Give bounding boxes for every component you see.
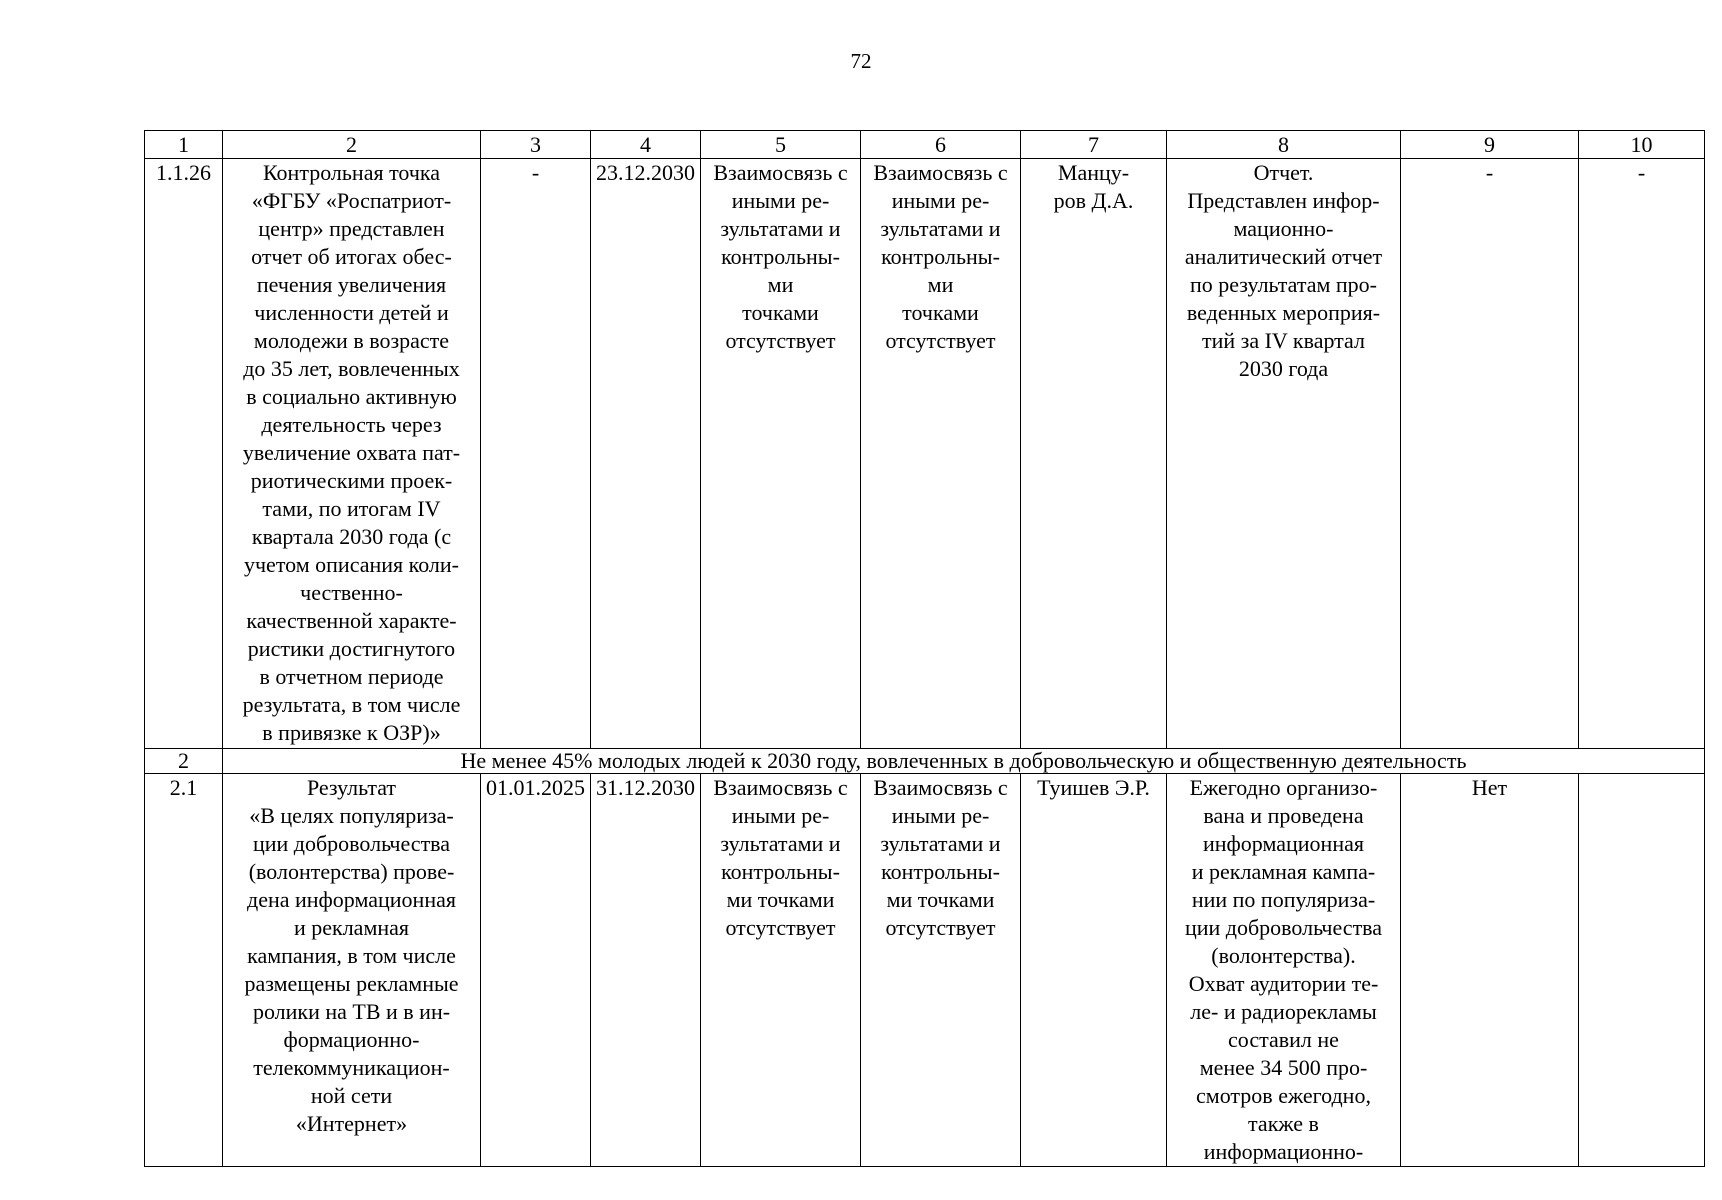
cell-line: отсутствует <box>725 915 836 940</box>
column-header: 5 <box>701 131 861 159</box>
responsible-cell <box>1021 774 1167 1167</box>
cell-line: кампания, в том числе <box>247 943 456 968</box>
cell-line: деятельность через <box>261 412 442 437</box>
cell-line: ции добровольчества <box>252 831 451 856</box>
cell-line: контрольны- <box>721 859 840 884</box>
cell-line: иными ре- <box>731 188 830 213</box>
cell-line: зультатами и <box>880 831 1001 856</box>
cell-line: увеличение охвата пат- <box>242 440 461 465</box>
cell-line: иными ре- <box>891 188 990 213</box>
cell-line: нии по популяриза- <box>1191 887 1376 912</box>
table-row <box>145 774 1705 1167</box>
cell-line: в отчетном периоде <box>259 664 444 689</box>
cell-line: вана и проведена <box>1203 803 1364 828</box>
cell-line: в привязке к ОЗР)» <box>262 720 441 745</box>
cell-line: учетом описания коли- <box>243 552 460 577</box>
column-header: 1 <box>145 131 223 159</box>
cell-line: информационно- <box>1203 1139 1364 1164</box>
cell-line: отсутствует <box>885 328 996 353</box>
cell-line: в социально активную <box>246 384 457 409</box>
cell-line: контрольны- <box>881 859 1000 884</box>
cell-line: Взаимосвязь с <box>713 160 848 185</box>
cell-line: точками <box>902 300 979 325</box>
cell-line: ролики на ТВ и в ин- <box>252 999 451 1024</box>
cell-line: результата, в том числе <box>242 692 461 717</box>
row-number: 1.1.26 <box>145 159 223 749</box>
cell-line: смотров ежегодно, <box>1196 1083 1371 1108</box>
relation-cell <box>861 159 1021 749</box>
cell-line: отсутствует <box>885 915 996 940</box>
cell-line: телекоммуникацион- <box>253 1055 450 1080</box>
cell-line: численности детей и <box>254 300 449 325</box>
cell-line: и рекламная кампа- <box>1191 859 1376 884</box>
col9-cell: - <box>1401 159 1579 749</box>
cell-line: иными ре- <box>891 803 990 828</box>
column-header: 10 <box>1579 131 1705 159</box>
col9-cell: Нет <box>1401 774 1579 1167</box>
cell-line: ров Д.А. <box>1053 188 1134 213</box>
cell-line: молодежи в возрасте <box>253 328 450 353</box>
cell-line: ции добровольчества <box>1184 915 1383 940</box>
outcome-cell <box>1167 159 1401 749</box>
cell-line: качественной характе- <box>246 608 457 633</box>
cell-line: зультатами и <box>720 216 841 241</box>
cell-line: также в <box>1248 1111 1319 1136</box>
start-date-cell: 01.01.2025 <box>481 774 591 1167</box>
cell-line: ле- и радиорекламы <box>1190 999 1377 1024</box>
cell-line: «ФГБУ «Роспатриот- <box>251 188 452 213</box>
column-header: 3 <box>481 131 591 159</box>
cell-line: Манцу- <box>1057 160 1130 185</box>
responsible-cell <box>1021 159 1167 749</box>
cell-line: Взаимосвязь с <box>713 775 848 800</box>
cell-line: ми <box>767 272 794 297</box>
column-header: 8 <box>1167 131 1401 159</box>
cell-line: Отчет. <box>1253 160 1314 185</box>
cell-line: печения увеличения <box>256 272 447 297</box>
start-date-cell: - <box>481 159 591 749</box>
page-number: 72 <box>850 49 872 73</box>
col10-cell <box>1579 774 1705 1167</box>
cell-line: отсутствует <box>725 328 836 353</box>
cell-line: (волонтерства) прове- <box>248 859 455 884</box>
cell-line: Взаимосвязь с <box>873 160 1008 185</box>
column-header: 9 <box>1401 131 1579 159</box>
header-row <box>145 131 1705 159</box>
cell-line: зультатами и <box>720 831 841 856</box>
outcome-cell <box>1167 774 1401 1167</box>
cell-line: иными ре- <box>731 803 830 828</box>
row-number: 2 <box>145 749 223 774</box>
cell-line: информационная <box>1203 831 1364 856</box>
cell-line: Взаимосвязь с <box>873 775 1008 800</box>
description-cell <box>223 774 481 1167</box>
cell-line: 2030 года <box>1238 356 1329 381</box>
cell-line: тий за IV квартал <box>1201 328 1365 353</box>
cell-line: Представлен инфор- <box>1187 188 1380 213</box>
cell-line: Результат <box>306 775 397 800</box>
cell-line: отчет об итогах обес- <box>251 244 452 269</box>
cell-line: Ежегодно организо- <box>1189 775 1378 800</box>
cell-line: формационно- <box>283 1027 420 1052</box>
description-cell <box>223 159 481 749</box>
cell-line: «В целях популяриза- <box>249 803 454 828</box>
cell-line: размещены рекламные <box>244 971 459 996</box>
cell-line: квартала 2030 года (с <box>251 524 452 549</box>
cell-line: ной сети <box>310 1083 393 1108</box>
cell-line: чественно- <box>300 580 403 605</box>
cell-line: риотическими проек- <box>250 468 453 493</box>
cell-line: ристики достигнутого <box>247 636 456 661</box>
cell-line: контрольны- <box>881 244 1000 269</box>
cell-line: аналитический отчет <box>1184 244 1383 269</box>
section-row <box>145 749 1705 774</box>
cell-line: «Интернет» <box>295 1111 408 1136</box>
cell-line: до 35 лет, вовлеченных <box>243 356 460 381</box>
col10-cell: - <box>1579 159 1705 749</box>
column-header: 4 <box>591 131 701 159</box>
cell-line: зультатами и <box>880 216 1001 241</box>
cell-line: составил не <box>1228 1027 1339 1052</box>
cell-line: Контрольная точка <box>262 160 441 185</box>
cell-line: точками <box>742 300 819 325</box>
cell-line: центр» представлен <box>258 216 445 241</box>
column-header: 7 <box>1021 131 1167 159</box>
cell-line: веденных мероприя- <box>1186 300 1381 325</box>
column-header: 6 <box>861 131 1021 159</box>
cell-line: дена информационная <box>247 887 456 912</box>
cell-line: Охват аудитории те- <box>1188 971 1379 996</box>
end-date-cell: 23.12.2030 <box>591 159 701 749</box>
cell-line: ми <box>927 272 954 297</box>
cell-line: тами, по итогам IV <box>262 496 441 521</box>
relation-cell <box>701 774 861 1167</box>
document-table <box>144 130 1705 1167</box>
column-header: 2 <box>223 131 481 159</box>
cell-line: Туишев Э.Р. <box>1037 775 1150 800</box>
table-row <box>145 159 1705 749</box>
cell-line: менее 34 500 про- <box>1199 1055 1368 1080</box>
cell-line: контрольны- <box>721 244 840 269</box>
relation-cell <box>701 159 861 749</box>
cell-line: ми точками <box>886 887 995 912</box>
row-number: 2.1 <box>145 774 223 1167</box>
cell-line: и рекламная <box>293 915 410 940</box>
end-date-cell: 31.12.2030 <box>591 774 701 1167</box>
cell-line: по результатам про- <box>1190 272 1377 297</box>
cell-line: ми точками <box>726 887 835 912</box>
section-title: Не менее 45% молодых людей к 2030 году, вовлеченных в добровольческую и общественную деятельность <box>223 749 1705 774</box>
relation-cell <box>861 774 1021 1167</box>
cell-line: мационно- <box>1233 216 1334 241</box>
cell-line: (волонтерства). <box>1211 943 1356 968</box>
